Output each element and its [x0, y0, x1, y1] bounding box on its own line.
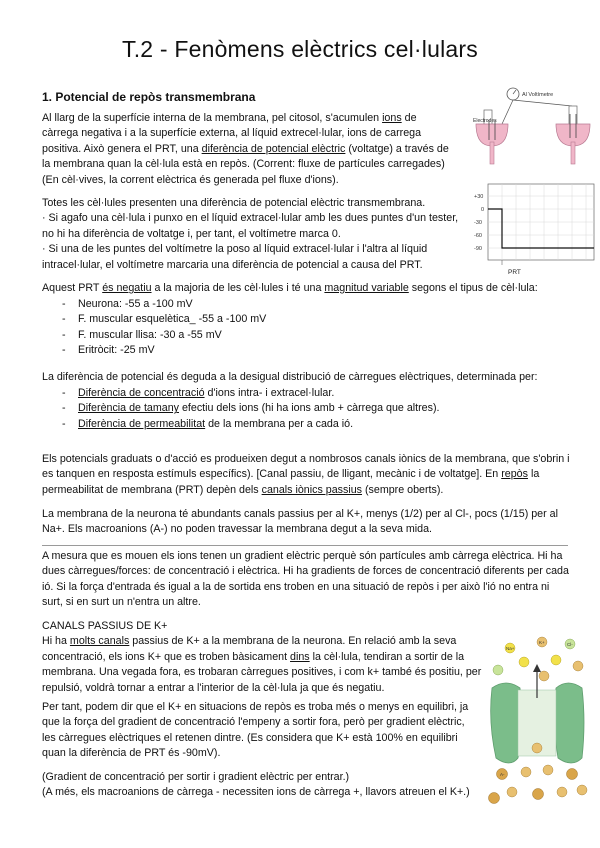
y-tick-label: +30: [474, 194, 484, 200]
y-tick-label: -30: [474, 220, 482, 226]
text-line: (Gradient de concentració per sortir i gradient elèctric per entrar.): [42, 771, 350, 783]
paragraph-k-equilibrium: Per tant, podem dir que el K+ en situacions de repòs es troba més o menys en equilibri, ja que la força del gradient de concentració l'empeny a sortir fora, però per gradient elèctric, les càrregues elèctriques el retenen dintre. (Es considera que K+ està 100% en equilibri quan la diferència de PRT és -90mV).: [42, 701, 469, 760]
paragraph-ion-channels: [42, 452, 570, 498]
electrodes-label: Electrodes: [473, 118, 497, 124]
paragraph-distribution: La diferència de potencial és deguda a la desigual distribució de càrregues elèctriques, determinada per:: [42, 371, 538, 383]
text-line: Totes les cèl·lules presenten una diferència de potencial elèctric transmembrana.: [42, 197, 426, 209]
underlined-term: dins: [290, 650, 310, 663]
text-run: a la majoria de les cèl·lules i té una: [151, 282, 325, 294]
y-tick-label: -90: [474, 246, 482, 252]
list-item: [42, 386, 562, 401]
text-run: segons el tipus de cèl·lula:: [408, 282, 538, 294]
section-divider: [42, 545, 568, 546]
text-run: d'ions intra- i extracel·lular.: [204, 387, 335, 399]
text-run: Al llarg de la superfície interna de la membrana, pel citosol, s'acumulen: [42, 112, 383, 124]
list-item: [42, 401, 562, 416]
ion-label: K+: [539, 640, 545, 645]
text-run: de la membrana per a cada ió.: [205, 417, 354, 430]
text-run: de càrrega negativa i a la superfície externa, al líquid extrecel·lular, ions de carrega positiva. Això genera el PRT, una: [42, 112, 422, 155]
text-line: (A més, els macroanions de càrrega - necessiten ions de càrrega +, llavors atreuen el K+.): [42, 786, 470, 799]
text-run: (sempre oberts).: [362, 483, 444, 496]
subsection-heading: CANALS PASSIUS DE K+: [42, 620, 168, 632]
text-line: · Si agafo una cèl·lula i punxo en el líquid extracel·lular amb les dues puntes d'un tester, no hi ha diferència de voltatge i, per tant, el voltímetre marca 0.: [42, 212, 459, 240]
underlined-term: Diferència de permeabilitat: [78, 417, 206, 430]
underlined-term: diferència de potencial elèctric: [201, 142, 346, 155]
cell-voltage-list: [42, 297, 542, 359]
ion-label: Na+: [506, 646, 515, 651]
list-item: - Neurona: -55 a -100 mV: [42, 297, 542, 312]
potential-graph: [474, 184, 594, 265]
paragraph-gradients: A mesura que es mouen els ions tenen un gradient elèctric perquè són partícules amb càrrega elèctrica. Hi ha dues càrregues/forces: de concentració i elèctrica. Hi ha gradients de forces de concentració diferents per cada ió. Si la força d'entrada és igual a la de sortida ens troben en una situació de repòs i per això l'ió no entra ni surt, si en surt un n'entra un altre.: [42, 550, 569, 609]
text-run: Aquest PRT: [42, 282, 103, 294]
k-channel-figure: [482, 632, 594, 808]
text-run: Els potencials graduats o d'acció es produeixen degut a nombrosos canals iònics de la membrana, que s'obrin i es tanquen en resposta estímuls específics). [Canal passiu, de lligant, mecànic i de voltatge]. En: [42, 453, 570, 481]
paragraph-neuron-membrane: La membrana de la neurona té abundants canals passius per al K+, menys (1/2) per al Cl-, pocs (1/15) per al Na+. Els macroanions (A-) no poden travessar la membrana degut a la seva mida.: [42, 508, 558, 536]
section-heading: 1. Potencial de repòs transmembrana: [42, 90, 256, 104]
text-run: passius de K+ a la membrana de la neurona. En relació amb la seva concentració, els ions K+ que es troben bàsicament: [42, 635, 457, 663]
text-run: (voltatge) a través de la membrana quan la cèl·lula està en repòs. (Corrent: fluxe de partícules carregades) (En cèl·vives, la corrent elèctrica és generada pel fluxe d'ions).: [42, 142, 449, 186]
y-tick-label: -60: [474, 233, 482, 239]
underlined-term: Diferència de concentració: [78, 387, 205, 399]
underlined-term: Diferència de tamany: [78, 402, 179, 415]
voltmeter-figure: [472, 84, 598, 276]
paragraph-k-channels: [42, 619, 482, 696]
paragraph-voltmeter: [42, 196, 470, 273]
list-item: - Eritròcit: -25 mV: [42, 343, 542, 358]
underlined-term: canals iònics passius: [261, 483, 363, 496]
text-run: la permeabilitat de membrana (PRT) depèn dels: [42, 468, 540, 496]
ion-label: Cl-: [567, 642, 573, 647]
list-item: [42, 417, 562, 432]
paragraph-prt-negative: [42, 281, 568, 296]
underlined-term: és negatiu: [102, 282, 152, 294]
ion-label: A-: [500, 772, 505, 777]
underlined-term: molts canals: [69, 635, 130, 648]
text-line: · Si una de les puntes del voltímetre la poso al líquid extracel·lular i l'altra al líquid intracel·lular, el voltímetre marcaria una diferència de potencial a causa del PRT.: [42, 243, 428, 271]
list-item: - F. muscular llisa: -30 a -55 mV: [42, 328, 542, 343]
underlined-term: magnitud variable: [324, 282, 409, 294]
text-run: efectiu dels ions (hi ha ions amb + càrrega que altres).: [179, 402, 440, 415]
voltmeter-label: Al Voltímetre: [522, 92, 554, 98]
text-run: Hi ha: [42, 635, 70, 648]
text-run: la cèl·lula, tendiran a sortir de la membrana. Una vegada fora, es trobaran càrregues positives, i com k+ també és positiu, per repulsió, voldrà tornar a entrar a l'interior de la cèl·lula ja que és negatiu.: [42, 650, 482, 694]
underlined-term: ions: [382, 112, 402, 124]
page-title: T.2 - Fenòmens elèctrics cel·lulars: [122, 36, 478, 62]
paragraph-gradient-note: [42, 770, 502, 801]
prt-axis-label: PRT: [508, 269, 521, 276]
list-item: - F. muscular esquelètica_ -55 a -100 mV: [42, 312, 542, 327]
underlined-term: repòs: [501, 468, 528, 481]
y-tick-label: 0: [481, 207, 485, 213]
cause-list: [42, 386, 562, 432]
paragraph-prt-intro: [42, 111, 452, 188]
